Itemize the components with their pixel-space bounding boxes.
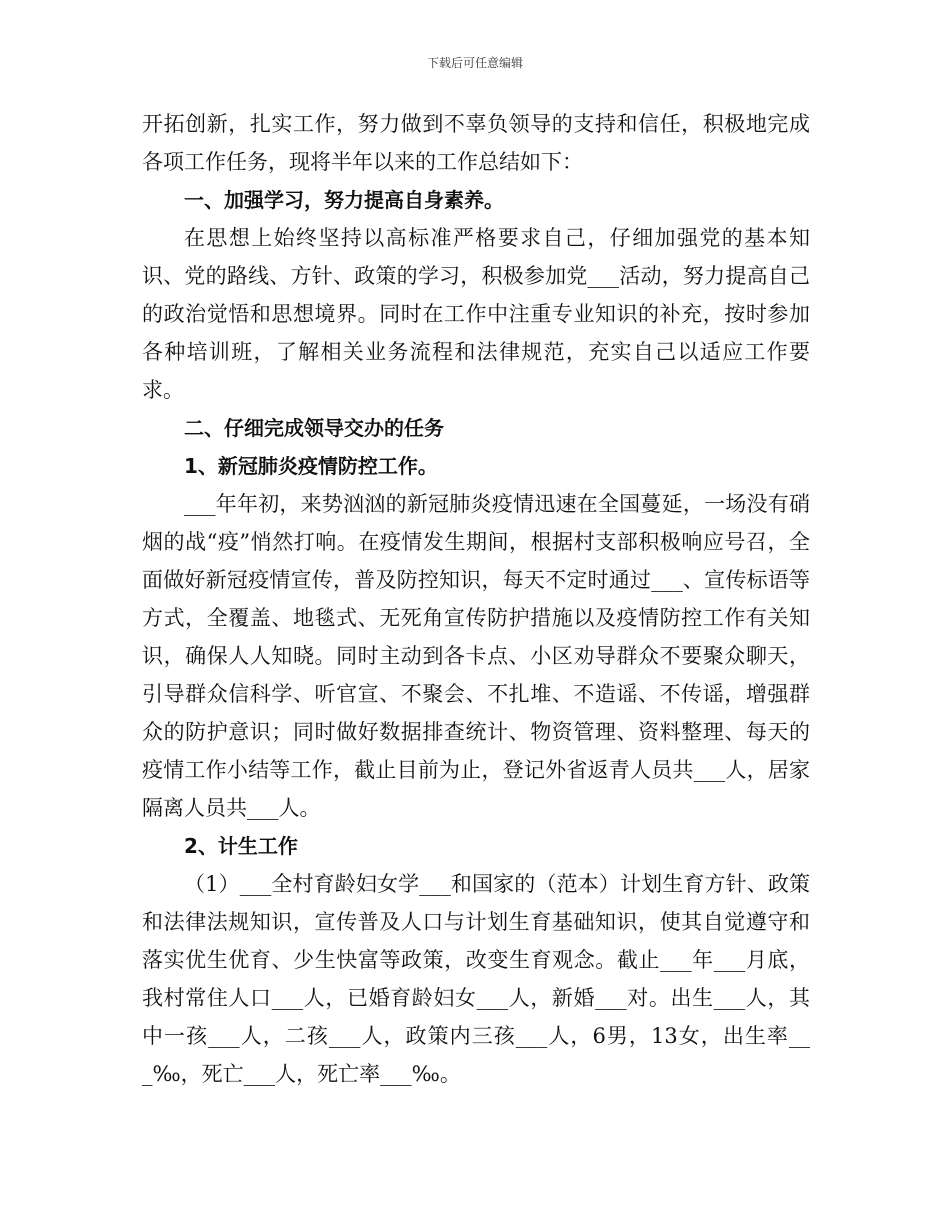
document-body — [142, 105, 810, 1093]
paragraph-family-planning: （1）___全村育龄妇女学___和国家的（范本）计划生育方针、政策和法律法规知识，宣传普及人口与计划生育基础知识，使其自觉遵守和落实优生优育、少生快富等政策，改变生育观念。截止___年___月底，我村常住人口___人，已婚育龄妇女___人，新婚___对。出生___人，其中一孩___人，二孩___人，政策内三孩___人，6男，13女，出生率___‰，死亡___人，死亡率___‰。 — [142, 872, 810, 1086]
paragraph-intro: 开拓创新，扎实工作，努力做到不辜负领导的支持和信任，积极地完成各项工作任务，现将半年以来的工作总结如下： — [142, 112, 810, 174]
page-header-note: 下载后可任意编辑 — [426, 56, 523, 70]
heading-section-1: 一、加强学习，努力提高自身素养。 — [184, 188, 504, 212]
paragraph-epidemic: ___年年初，来势汹汹的新冠肺炎疫情迅速在全国蔓延，一场没有硝烟的战“疫”悄然打响。在疫情发生期间，根据村支部积极响应号召，全面做好新冠疫情宣传，普及防控知识，每天不定时通过___、宣传标语等方式，全覆盖、地毯式、无死角宣传防护措施以及疫情防控工作有关知识，确保人人知晓。同时主动到各卡点、小区劝导群众不要聚众聊天，引导群众信科学、听官宣、不聚会、不扎堆、不造谣、不传谣，增强群众的防护意识；同时做好数据排查统计、物资管理、资料整理、每天的疫情工作小结等工作，截止目前为止，登记外省返青人员共___人，居家隔离人员共___人。 — [142, 492, 810, 820]
heading-section-2: 二、仔细完成领导交办的任务 — [184, 416, 444, 440]
paragraph-study: 在思想上始终坚持以高标准严格要求自己，仔细加强党的基本知识、党的路线、方针、政策的学习，积极参加党___活动，努力提高自己的政治觉悟和思想境界。同时在工作中注重专业知识的补充，按时参加各种培训班，了解相关业务流程和法律规范，充实自己以适应工作要求。 — [142, 226, 810, 402]
heading-subsection-1: 1、新冠肺炎疫情防控工作。 — [184, 454, 438, 478]
heading-subsection-2: 2、计生工作 — [184, 834, 298, 858]
